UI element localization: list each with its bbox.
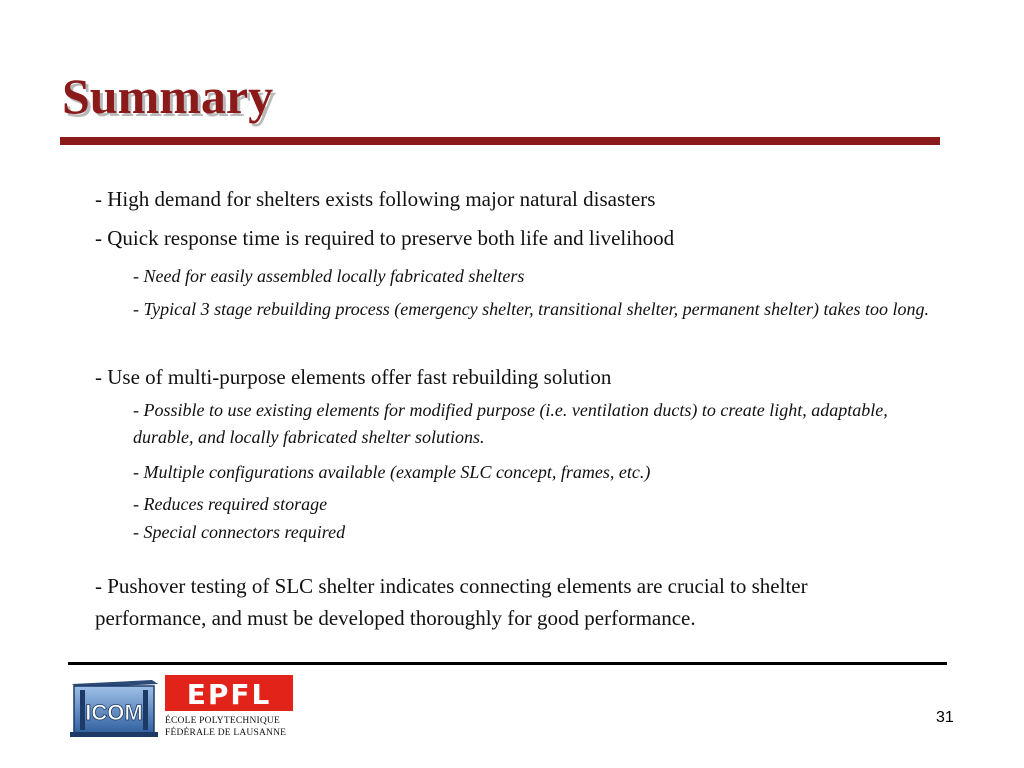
- sub-bullet-storage: - Reduces required storage: [133, 494, 328, 514]
- epfl-logo: [165, 675, 295, 739]
- sub-bullet-existing-elements: - Possible to use existing elements for modified purpose (i.e. ventilation ducts) to create light, adaptable, durable, and locally fabricated shelter solutions.: [133, 400, 888, 447]
- bullet-pushover-testing: - Pushover testing of SLC shelter indicates connecting elements are crucial to shelter performance, and must be developed thoroughly for good performance.: [95, 574, 808, 630]
- sub-bullet-assembled-shelters: - Need for easily assembled locally fabricated shelters: [133, 266, 525, 286]
- slide-title: Summary: [62, 68, 274, 124]
- icom-logo: [68, 676, 160, 740]
- page-number: 31: [936, 709, 954, 726]
- sub-bullet-configurations: - Multiple configurations available (example SLC concept, frames, etc.): [133, 462, 651, 482]
- epfl-name-line-2: FÉDÉRALE DE LAUSANNE: [165, 728, 287, 738]
- epfl-institution-name: [165, 715, 295, 739]
- sub-bullet-rebuilding-process: - Typical 3 stage rebuilding process (emergency shelter, transitional shelter, permanent shelter) takes too long.: [133, 299, 930, 319]
- bullet-multi-purpose: - Use of multi-purpose elements offer fast rebuilding solution: [95, 365, 612, 389]
- footer-divider: [68, 662, 947, 665]
- bullet-high-demand: - High demand for shelters exists following major natural disasters: [95, 187, 656, 211]
- epfl-logo-text: EPFL: [186, 678, 272, 711]
- icom-logo-text: ICOM: [85, 700, 143, 725]
- epfl-logo-mark: [165, 675, 293, 711]
- title-divider: [60, 137, 940, 145]
- bullet-quick-response: - Quick response time is required to preserve both life and livelihood: [95, 226, 675, 250]
- sub-bullet-connectors: - Special connectors required: [133, 522, 346, 542]
- epfl-name-line-1: ÉCOLE POLYTECHNIQUE: [165, 716, 280, 726]
